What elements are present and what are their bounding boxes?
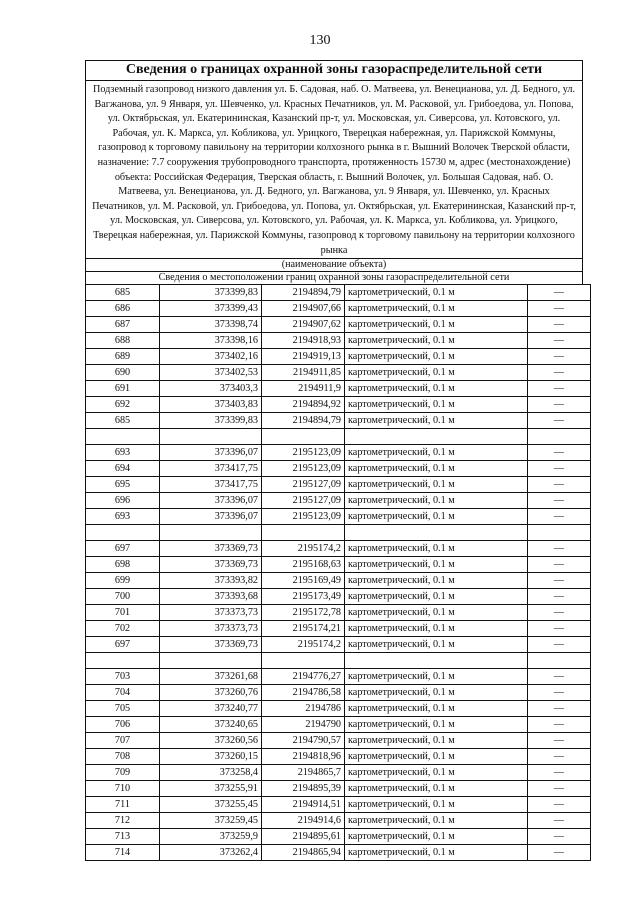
x-coordinate-cell: 373417,75	[160, 477, 262, 493]
dash-mark-cell: —	[528, 845, 591, 861]
point-number-cell: 713	[86, 829, 160, 845]
y-coordinate-cell: 2194790,57	[262, 733, 345, 749]
table-row	[86, 669, 591, 685]
empty-cell	[528, 525, 591, 541]
coordinates-table	[85, 284, 591, 861]
method-accuracy-cell: картометрический, 0.1 м	[345, 477, 528, 493]
table-row	[86, 461, 591, 477]
table-row	[86, 301, 591, 317]
y-coordinate-cell: 2195127,09	[262, 477, 345, 493]
table-row	[86, 381, 591, 397]
method-accuracy-cell: картометрический, 0.1 м	[345, 317, 528, 333]
point-number-cell: 688	[86, 333, 160, 349]
x-coordinate-cell: 373258,4	[160, 765, 262, 781]
point-number-cell: 706	[86, 717, 160, 733]
table-row	[86, 509, 591, 525]
x-coordinate-cell: 373373,73	[160, 605, 262, 621]
dash-mark-cell: —	[528, 733, 591, 749]
dash-mark-cell: —	[528, 285, 591, 301]
point-number-cell: 689	[86, 349, 160, 365]
table-row	[86, 637, 591, 653]
x-coordinate-cell: 373396,07	[160, 509, 262, 525]
method-accuracy-cell: картометрический, 0.1 м	[345, 781, 528, 797]
x-coordinate-cell: 373399,43	[160, 301, 262, 317]
point-number-cell: 690	[86, 365, 160, 381]
y-coordinate-cell: 2195127,09	[262, 493, 345, 509]
table-row	[86, 589, 591, 605]
point-number-cell: 694	[86, 461, 160, 477]
dash-mark-cell: —	[528, 605, 591, 621]
point-number-cell: 696	[86, 493, 160, 509]
table-row	[86, 749, 591, 765]
method-accuracy-cell: картометрический, 0.1 м	[345, 845, 528, 861]
dash-mark-cell: —	[528, 589, 591, 605]
y-coordinate-cell: 2194818,96	[262, 749, 345, 765]
empty-cell	[160, 525, 262, 541]
y-coordinate-cell: 2194919,13	[262, 349, 345, 365]
empty-cell	[160, 429, 262, 445]
y-coordinate-cell: 2195169,49	[262, 573, 345, 589]
point-number-cell: 709	[86, 765, 160, 781]
table-row	[86, 733, 591, 749]
x-coordinate-cell: 373260,76	[160, 685, 262, 701]
point-number-cell: 693	[86, 509, 160, 525]
method-accuracy-cell: картометрический, 0.1 м	[345, 733, 528, 749]
x-coordinate-cell: 373402,16	[160, 349, 262, 365]
empty-cell	[262, 525, 345, 541]
table-row	[86, 557, 591, 573]
empty-cell	[345, 429, 528, 445]
point-number-cell: 714	[86, 845, 160, 861]
x-coordinate-cell: 373259,9	[160, 829, 262, 845]
y-coordinate-cell: 2195174,21	[262, 621, 345, 637]
dash-mark-cell: —	[528, 637, 591, 653]
point-number-cell: 700	[86, 589, 160, 605]
dash-mark-cell: —	[528, 445, 591, 461]
method-accuracy-cell: картометрический, 0.1 м	[345, 445, 528, 461]
y-coordinate-cell: 2194894,79	[262, 413, 345, 429]
table-row	[86, 717, 591, 733]
y-coordinate-cell: 2194907,66	[262, 301, 345, 317]
method-accuracy-cell: картометрический, 0.1 м	[345, 413, 528, 429]
empty-cell	[86, 653, 160, 669]
x-coordinate-cell: 373255,45	[160, 797, 262, 813]
point-number-cell: 712	[86, 813, 160, 829]
x-coordinate-cell: 373417,75	[160, 461, 262, 477]
y-coordinate-cell: 2195123,09	[262, 509, 345, 525]
dash-mark-cell: —	[528, 301, 591, 317]
method-accuracy-cell: картометрический, 0.1 м	[345, 765, 528, 781]
method-accuracy-cell: картометрический, 0.1 м	[345, 621, 528, 637]
y-coordinate-cell: 2195168,63	[262, 557, 345, 573]
y-coordinate-cell: 2194865,7	[262, 765, 345, 781]
dash-mark-cell: —	[528, 317, 591, 333]
y-coordinate-cell: 2194911,85	[262, 365, 345, 381]
x-coordinate-cell: 373373,73	[160, 621, 262, 637]
dash-mark-cell: —	[528, 813, 591, 829]
page-number: 130	[309, 33, 331, 48]
dash-mark-cell: —	[528, 461, 591, 477]
table-row	[86, 541, 591, 557]
x-coordinate-cell: 373398,16	[160, 333, 262, 349]
dash-mark-cell: —	[528, 797, 591, 813]
point-number-cell: 701	[86, 605, 160, 621]
table-row	[86, 765, 591, 781]
empty-cell	[160, 653, 262, 669]
location-heading: Сведения о местоположении границ охранной зоны газораспределительной сети	[86, 271, 582, 284]
empty-cell	[262, 653, 345, 669]
method-accuracy-cell: картометрический, 0.1 м	[345, 701, 528, 717]
y-coordinate-cell: 2194895,61	[262, 829, 345, 845]
dash-mark-cell: —	[528, 781, 591, 797]
empty-cell	[528, 653, 591, 669]
point-number-cell: 697	[86, 541, 160, 557]
dash-mark-cell: —	[528, 685, 591, 701]
y-coordinate-cell: 2195174,2	[262, 637, 345, 653]
empty-cell	[86, 525, 160, 541]
y-coordinate-cell: 2195123,09	[262, 445, 345, 461]
y-coordinate-cell: 2194894,92	[262, 397, 345, 413]
dash-mark-cell: —	[528, 493, 591, 509]
empty-cell	[262, 429, 345, 445]
table-row	[86, 845, 591, 861]
table-row	[86, 413, 591, 429]
method-accuracy-cell: картометрический, 0.1 м	[345, 685, 528, 701]
dash-mark-cell: —	[528, 541, 591, 557]
point-number-cell: 686	[86, 301, 160, 317]
table-row	[86, 813, 591, 829]
point-number-cell: 702	[86, 621, 160, 637]
dash-mark-cell: —	[528, 413, 591, 429]
x-coordinate-cell: 373398,74	[160, 317, 262, 333]
x-coordinate-cell: 373396,07	[160, 493, 262, 509]
point-number-cell: 692	[86, 397, 160, 413]
x-coordinate-cell: 373240,65	[160, 717, 262, 733]
x-coordinate-cell: 373260,15	[160, 749, 262, 765]
point-number-cell: 708	[86, 749, 160, 765]
y-coordinate-cell: 2194894,79	[262, 285, 345, 301]
empty-cell	[345, 653, 528, 669]
method-accuracy-cell: картометрический, 0.1 м	[345, 509, 528, 525]
y-coordinate-cell: 2195123,09	[262, 461, 345, 477]
dash-mark-cell: —	[528, 749, 591, 765]
table-row	[86, 621, 591, 637]
method-accuracy-cell: картометрический, 0.1 м	[345, 493, 528, 509]
method-accuracy-cell: картометрический, 0.1 м	[345, 637, 528, 653]
y-coordinate-cell: 2194786	[262, 701, 345, 717]
y-coordinate-cell: 2194918,93	[262, 333, 345, 349]
point-number-cell: 693	[86, 445, 160, 461]
empty-cell	[528, 429, 591, 445]
empty-cell	[86, 429, 160, 445]
method-accuracy-cell: картометрический, 0.1 м	[345, 829, 528, 845]
method-accuracy-cell: картометрический, 0.1 м	[345, 573, 528, 589]
method-accuracy-cell: картометрический, 0.1 м	[345, 749, 528, 765]
point-number-cell: 685	[86, 285, 160, 301]
x-coordinate-cell: 373403,83	[160, 397, 262, 413]
method-accuracy-cell: картометрический, 0.1 м	[345, 461, 528, 477]
object-description: Подземный газопровод низкого давления ул. Б. Садовая, наб. О. Матвеева, ул. Венецианова, ул. Д. Бедного, ул. Вагжанова, ул. 9 Января, ул. Шевченко, ул. Красных Печатников, ул. М. Расковой, ул. Грибоедова, ул. Попова, ул. Октябрьская, ул. Екатерининская, Казанский пр-т, ул. Московская, ул. Сиверсова, ул. Котовского, ул. Рабочая, ул. К. Маркса, ул. Кобликова, ул. Урицкого, Тверецкая набережная, ул. Парижской Коммуны, газопровод к торговому павильону на территории колхозного рынка в г. Вышний Волочек Тверской области, назначение: 7.7 сооружения трубопроводного транспорта, протяженность 15730 м, адрес (местонахождение) объекта: Российская Федерация, Тверская область, г. Вышний Волочек, ул. Большая Садовая, наб. О. Матвеева, ул. Венецианова, ул. Д. Бедного, ул. Вагжанова, ул. 9 Января, ул. Шевченко, ул. Красных Печатников, ул. М. Расковой, ул. Грибоедова, ул. Попова, ул. Октябрьская, ул. Екатерининская, Казанский пр-т, ул. Московская, ул. Сиверсова, ул. Котовского, ул. Рабочая, ул. К. Маркса, ул. Кобликова, ул. Урицкого, Тверецкая набережная, ул. Парижской Коммуны, газопровод к торговому павильону на территории колхозного рынка	[92, 84, 576, 256]
table-row	[86, 685, 591, 701]
table-row	[86, 573, 591, 589]
method-accuracy-cell: картометрический, 0.1 м	[345, 541, 528, 557]
method-accuracy-cell: картометрический, 0.1 м	[345, 813, 528, 829]
point-number-cell: 704	[86, 685, 160, 701]
table-row	[86, 493, 591, 509]
method-accuracy-cell: картометрический, 0.1 м	[345, 589, 528, 605]
dash-mark-cell: —	[528, 397, 591, 413]
x-coordinate-cell: 373262,4	[160, 845, 262, 861]
method-accuracy-cell: картометрический, 0.1 м	[345, 349, 528, 365]
dash-mark-cell: —	[528, 669, 591, 685]
method-accuracy-cell: картометрический, 0.1 м	[345, 669, 528, 685]
table-row	[86, 317, 591, 333]
method-accuracy-cell: картометрический, 0.1 м	[345, 557, 528, 573]
table-row	[86, 701, 591, 717]
method-accuracy-cell: картометрический, 0.1 м	[345, 285, 528, 301]
table-row	[86, 445, 591, 461]
y-coordinate-cell: 2194786,58	[262, 685, 345, 701]
x-coordinate-cell: 373393,82	[160, 573, 262, 589]
dash-mark-cell: —	[528, 477, 591, 493]
point-number-cell: 685	[86, 413, 160, 429]
y-coordinate-cell: 2194790	[262, 717, 345, 733]
point-number-cell: 698	[86, 557, 160, 573]
point-number-cell: 695	[86, 477, 160, 493]
dash-mark-cell: —	[528, 381, 591, 397]
point-number-cell: 707	[86, 733, 160, 749]
dash-mark-cell: —	[528, 621, 591, 637]
method-accuracy-cell: картометрический, 0.1 м	[345, 365, 528, 381]
table-row	[86, 605, 591, 621]
point-number-cell: 697	[86, 637, 160, 653]
dash-mark-cell: —	[528, 829, 591, 845]
table-row	[86, 285, 591, 301]
point-number-cell: 687	[86, 317, 160, 333]
dash-mark-cell: —	[528, 365, 591, 381]
document-title: Сведения о границах охранной зоны газораспределительной сети	[86, 61, 582, 81]
y-coordinate-cell: 2194895,39	[262, 781, 345, 797]
dash-mark-cell: —	[528, 509, 591, 525]
header-box	[85, 60, 583, 284]
coordinates-table-body	[86, 285, 591, 861]
method-accuracy-cell: картометрический, 0.1 м	[345, 397, 528, 413]
group-separator-row	[86, 653, 591, 669]
table-row	[86, 797, 591, 813]
x-coordinate-cell: 373402,53	[160, 365, 262, 381]
table-row	[86, 349, 591, 365]
method-accuracy-cell: картометрический, 0.1 м	[345, 605, 528, 621]
y-coordinate-cell: 2194907,62	[262, 317, 345, 333]
point-number-cell: 710	[86, 781, 160, 797]
dash-mark-cell: —	[528, 557, 591, 573]
dash-mark-cell: —	[528, 349, 591, 365]
method-accuracy-cell: картометрический, 0.1 м	[345, 381, 528, 397]
x-coordinate-cell: 373260,56	[160, 733, 262, 749]
method-accuracy-cell: картометрический, 0.1 м	[345, 797, 528, 813]
y-coordinate-cell: 2194776,27	[262, 669, 345, 685]
dash-mark-cell: —	[528, 573, 591, 589]
x-coordinate-cell: 373240,77	[160, 701, 262, 717]
x-coordinate-cell: 373369,73	[160, 557, 262, 573]
x-coordinate-cell: 373259,45	[160, 813, 262, 829]
method-accuracy-cell: картометрический, 0.1 м	[345, 301, 528, 317]
empty-cell	[345, 525, 528, 541]
table-row	[86, 829, 591, 845]
point-number-cell: 711	[86, 797, 160, 813]
x-coordinate-cell: 373369,73	[160, 541, 262, 557]
x-coordinate-cell: 373393,68	[160, 589, 262, 605]
table-row	[86, 333, 591, 349]
dash-mark-cell: —	[528, 717, 591, 733]
y-coordinate-cell: 2194865,94	[262, 845, 345, 861]
point-number-cell: 705	[86, 701, 160, 717]
x-coordinate-cell: 373255,91	[160, 781, 262, 797]
point-number-cell: 699	[86, 573, 160, 589]
x-coordinate-cell: 373261,68	[160, 669, 262, 685]
point-number-cell: 703	[86, 669, 160, 685]
y-coordinate-cell: 2195172,78	[262, 605, 345, 621]
group-separator-row	[86, 525, 591, 541]
x-coordinate-cell: 373396,07	[160, 445, 262, 461]
y-coordinate-cell: 2194914,6	[262, 813, 345, 829]
x-coordinate-cell: 373369,73	[160, 637, 262, 653]
group-separator-row	[86, 429, 591, 445]
table-row	[86, 397, 591, 413]
method-accuracy-cell: картометрический, 0.1 м	[345, 717, 528, 733]
table-row	[86, 781, 591, 797]
x-coordinate-cell: 373403,3	[160, 381, 262, 397]
table-row	[86, 477, 591, 493]
method-accuracy-cell: картометрический, 0.1 м	[345, 333, 528, 349]
x-coordinate-cell: 373399,83	[160, 285, 262, 301]
y-coordinate-cell: 2195174,2	[262, 541, 345, 557]
point-number-cell: 691	[86, 381, 160, 397]
dash-mark-cell: —	[528, 333, 591, 349]
dash-mark-cell: —	[528, 701, 591, 717]
y-coordinate-cell: 2195173,49	[262, 589, 345, 605]
x-coordinate-cell: 373399,83	[160, 413, 262, 429]
document-sheet	[85, 60, 583, 861]
object-name-caption: (наименование объекта)	[86, 258, 582, 271]
y-coordinate-cell: 2194914,51	[262, 797, 345, 813]
table-row	[86, 365, 591, 381]
y-coordinate-cell: 2194911,9	[262, 381, 345, 397]
dash-mark-cell: —	[528, 765, 591, 781]
